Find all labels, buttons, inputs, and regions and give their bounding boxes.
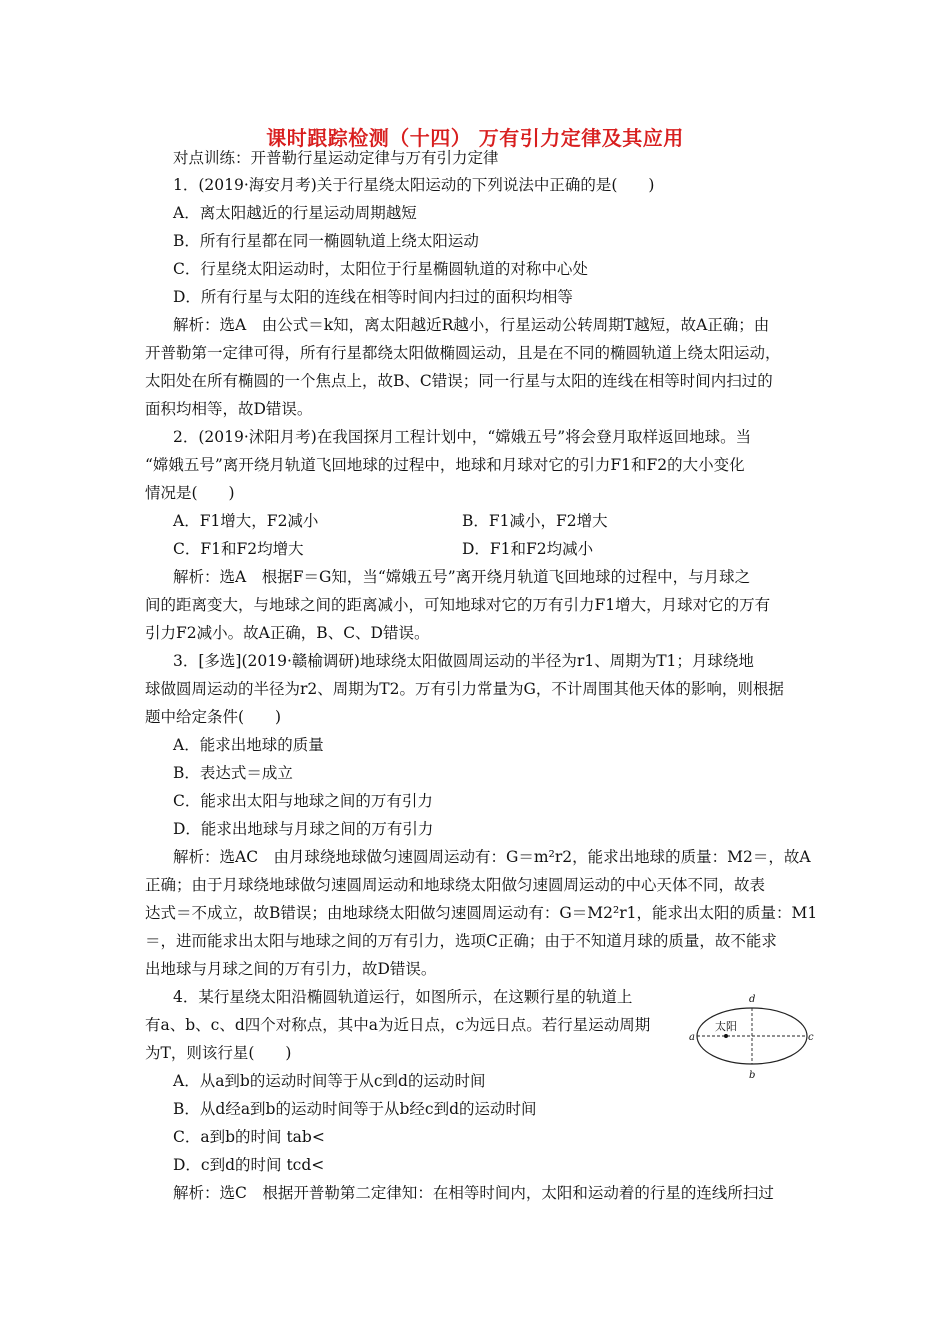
q2-solution-line: 引力F2减小。故A正确，B、C、D错误。 [145, 624, 430, 642]
q1-solution-line: 开普勒第一定律可得，所有行星都绕太阳做椭圆运动，且是在不同的椭圆轨道上绕太阳运动， [145, 344, 781, 362]
orbit-diagram [688, 988, 818, 1084]
q2-option-d: D．F1和F2均减小 [462, 540, 594, 558]
q4-option-b: B．从d经a到b的运动时间等于从b经c到d的运动时间 [173, 1100, 537, 1118]
q1-option-c: C．行星绕太阳运动时，太阳位于行星椭圆轨道的对称中心处 [173, 260, 588, 278]
q1-stem: 1．(2019·海安月考)关于行星绕太阳运动的下列说法中正确的是( ) [173, 176, 655, 194]
q3-solution-line: 达式＝不成立，故B错误；由地球绕太阳做匀速圆周运动有：G＝M2²r1，能求出太阳的质量：M1 [145, 904, 818, 922]
q3-solution-line: 出地球与月球之间的万有引力，故D错误。 [145, 960, 437, 978]
point-c-label: c [808, 1032, 814, 1043]
q1-option-b: B．所有行星都在同一椭圆轨道上绕太阳运动 [173, 232, 479, 250]
q3-option-b: B．表达式＝成立 [173, 764, 293, 782]
q2-stem: “嫦娥五号”离开绕月轨道飞回地球的过程中，地球和月球对它的引力F1和F2的大小变化 [145, 456, 745, 474]
q1-solution-line: 解析：选A 由公式＝k知，离太阳越近R越小，行星运动公转周期T越短，故A正确；由 [173, 316, 770, 334]
q3-option-c: C．能求出太阳与地球之间的万有引力 [173, 792, 433, 810]
point-a-label: a [689, 1032, 695, 1043]
page-title: 课时跟踪检测（十四） 万有引力定律及其应用 [266, 126, 684, 150]
q1-solution-line: 太阳处在所有椭圆的一个焦点上，故B、C错误；同一行星与太阳的连线在相等时间内扫过的 [145, 372, 773, 390]
q3-option-d: D．能求出地球与月球之间的万有引力 [173, 820, 434, 838]
q3-stem: 题中给定条件( ) [145, 708, 282, 726]
q2-stem: 2．(2019·沭阳月考)在我国探月工程计划中，“嫦娥五号”将会登月取样返回地球。当 [173, 428, 752, 446]
q4-solution-line: 解析：选C 根据开普勒第二定律知：在相等时间内，太阳和运动着的行星的连线所扫过 [173, 1184, 774, 1202]
q2-option-a: A．F1增大，F2减小 [173, 512, 319, 530]
point-d-label: d [749, 994, 756, 1005]
q3-solution-line: ＝，进而能求出太阳与地球之间的万有引力，选项C正确；由于不知道月球的质量，故不能求 [145, 932, 777, 950]
q3-option-a: A．能求出地球的质量 [173, 736, 324, 754]
section-heading: 对点训练：开普勒行星运动定律与万有引力定律 [173, 149, 499, 167]
q2-option-b: B．F1减小，F2增大 [462, 512, 608, 530]
sun-label: 太阳 [715, 1020, 737, 1033]
q1-option-d: D．所有行星与太阳的连线在相等时间内扫过的面积均相等 [173, 288, 573, 306]
q4-option-c: C．a到b的时间 tab< [173, 1128, 325, 1146]
point-b-label: b [749, 1070, 756, 1081]
q2-solution-line: 间的距离变大，与地球之间的距离减小，可知地球对它的万有引力F1增大，月球对它的万有 [145, 596, 771, 614]
q4-stem: 有a、b、c、d四个对称点，其中a为近日点，c为远日点。若行星运动周期 [145, 1016, 651, 1034]
sun-dot [724, 1034, 728, 1038]
q2-solution-line: 解析：选A 根据F＝G知，当“嫦娥五号”离开绕月轨道飞回地球的过程中，与月球之 [173, 568, 751, 586]
q3-stem: 3．[多选](2019·赣榆调研)地球绕太阳做圆周运动的半径为r1、周期为T1；月球绕地 [173, 652, 754, 670]
q1-solution-line: 面积均相等，故D错误。 [145, 400, 313, 418]
q3-solution-line: 解析：选AC 由月球绕地球做匀速圆周运动有：G＝m²r2，能求出地球的质量：M2＝，故A [173, 848, 811, 866]
q4-option-a: A．从a到b的运动时间等于从c到d的运动时间 [173, 1072, 486, 1090]
q2-stem: 情况是( ) [145, 484, 235, 502]
q2-option-c: C．F1和F2均增大 [173, 540, 304, 558]
q3-solution-line: 正确；由于月球绕地球做匀速圆周运动和地球绕太阳做匀速圆周运动的中心天体不同，故表 [145, 876, 766, 894]
q4-stem: 为T，则该行星( ) [145, 1044, 292, 1062]
q4-stem: 4．某行星绕太阳沿椭圆轨道运行，如图所示，在这颗行星的轨道上 [173, 988, 633, 1006]
q3-stem: 球做圆周运动的半径为r2、周期为T2。万有引力常量为G，不计周围其他天体的影响，则根据 [145, 680, 784, 698]
q4-option-d: D．c到d的时间 tcd< [173, 1156, 325, 1174]
q1-option-a: A．离太阳越近的行星运动周期越短 [173, 204, 417, 222]
